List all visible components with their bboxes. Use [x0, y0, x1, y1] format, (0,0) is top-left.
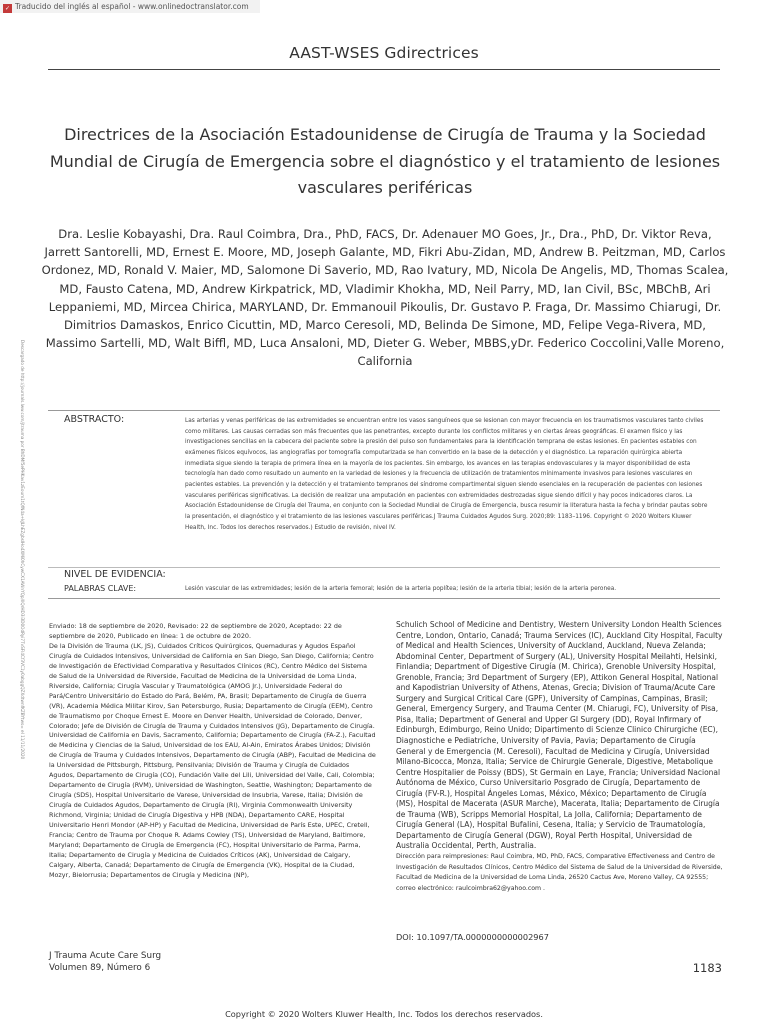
keywords-heading: PALABRAS CLAVE:: [64, 584, 137, 593]
reprints-address: Dirección para reimpresiones: Raul Coimbra, MD, PhD, FACS, Comparative Effectiveness and Centro de Investigación de Resultados Clínicos, Centro Médico del Sistema de Salud de la Universidad de Riverside, Facultad de Medicina de la Universidad de Loma Linda, 26520 Cactus Ave, Moreno Valley, CA 92555; correo electrónico: raulcoimbra62@yahoo.com .: [396, 853, 723, 892]
footer-volume: Volumen 89, Número 6: [49, 962, 151, 973]
journal-section-header: AAST-WSES Gdirectrices: [289, 44, 479, 62]
translator-banner[interactable]: [0, 0, 260, 13]
abstract-body: Las arterias y venas periféricas de las extremidades se encuentran entre los vasos sanguíneos que se lesionan con mayor frecuencia en los traumatismos vasculares tanto civiles como militares. Las causas cerradas son más frecuentes que las penetrantes, excepto durante los conflictos militares y en ciertas áreas geográficas. El examen físico y las investigaciones sencillas en la cabecera del paciente sobre la presión del pulso son fundamentales para la identificación temprana de estas lesiones. En pacientes estables con exámenes físicos equívocos, las angiografías por tomografía computarizada se han convertido en la base de la detección y el diagnóstico. La reparación quirúrgica abierta inmediata sigue siendo la terapia de primera línea en la mayoría de los pacientes. Sin embargo, los avances en las terapias endovasculares y la mayor disponibilidad de esta tecnología han dado como resultado un aumento en la variedad de lesiones y la frecuencia de utilización de tratamientos mínimamente invasivos para lesiones vasculares en pacientes estables. La prevención y la detección y el tratamiento tempranos del síndrome compartimental siguen siendo esenciales en la recuperación de pacientes con lesiones vasculares periféricas significativas. La decisión de realizar una amputación en pacientes con extremidades destrozadas sigue siendo difícil y hay pocos indicadores claros. La Asociación Estadounidense de Cirugía del Trauma, en conjunto con la Sociedad Mundial de Cirugía de Emergencia, busca resumir la literatura hasta la fecha y brindar pautas sobre la presentación, el diagnóstico y el tratamiento de las lesiones vasculares periféricas.J Trauma Cuidados Agudos Surg. 2020;89: 1183–1196. Copyright © 2020 Wolters Kluwer Health, Inc. Todos los derechos reservados.) Estudio de revisión, nivel IV.: [185, 418, 708, 531]
abstract-bottom-divider: [48, 598, 720, 599]
keywords-text: Lesión vascular de las extremidades; lesión de la arteria femoral; lesión de la arteria poplítea; lesión de la arteria tibial; lesión de la arteria peronea.: [185, 586, 617, 592]
author-list: Dra. Leslie Kobayashi, Dra. Raul Coimbra, Dra., PhD, FACS, Dr. Adenauer MO Goes, Jr., Dra., PhD, Dr. Viktor Reva, Jarrett Santorelli, MD, Ernest E. Moore, MD, Joseph Galante, MD, Fikri Abu-Zidan, MD, Andrew B. Peitzman, MD, Carlos Ordonez, MD, Ronald V. Maier, MD, Salomone Di Saverio, MD, Rao Ivatury, MD, Nicola De Angelis, MD, Thomas Scalea, MD, Fausto Catena, MD, Andrew Kirkpatrick, MD, Vladimir Khokha, MD, Neil Parry, MD, Ian Civil, BSc, MBChB, Ari Leppaniemi, MD, Mircea Chirica, MARYLAND, Dr. Emmanouil Pikoulis, Dr. Gustavo P. Fraga, Dr. Massimo Chiarugi, Dr. Dimitrios Damaskos, Enrico Cicuttin, MD, Marco Ceresoli, MD, Belinda De Simone, MD, Felipe Vega-Rivera, MD, Massimo Sartelli, MD, Walt Biffl, MD, Luca Ansaloni, MD, Dieter G. Weber, MBBS,yDr. Federico Coccolini,Valle Moreno, California: [41, 227, 729, 369]
doi-link[interactable]: DOI: 10.1097/TA.0000000000002967: [396, 932, 549, 942]
abstract-top-divider: [48, 410, 720, 411]
footer-journal-info: [49, 951, 161, 974]
abstract-heading: ABSTRACTO:: [64, 414, 125, 425]
translate-icon: ✓: [4, 5, 11, 12]
translator-banner-text[interactable]: Traducido del inglés al español - www.onlinedoctranslator.com: [15, 2, 249, 11]
download-watermark: Descargado de http://journals.lww.com/jtrauma por BhDMf5ePHKav1zEoum1tQfN4a+kJLhEZgbsIHo4XMi0hCywCX1AWnYQp/IlQrHD3i3D0OdRyi7TvSFl4Cf3VC1y0abggQZXdtwnfKZBYtws= el 11/11/2020: [20, 340, 25, 760]
footer-journal-name: J Trauma Acute Care Surg: [49, 951, 162, 961]
submission-dates: Enviado: 18 de septiembre de 2020, Revisado: 22 de septiembre de 2020, Aceptado: 22 de septiembre de 2020, Publicado en línea: 1 de octubre de 2020.: [49, 622, 342, 640]
copyright-notice: Copyright © 2020 Wolters Kluwer Health, Inc. Todos los derechos reservados.: [225, 1009, 543, 1019]
page-number: 1183: [692, 961, 722, 975]
affiliations-right: Schulich School of Medicine and Dentistry, Western University London Health Sciences Centre, London, Ontario, Canadá; Trauma Services (IC), Auckland City Hospital, Faculty of Medical and Health Sciences, University of Auckland, Auckland, Nueva Zelanda; Abdominal Center, Department of Surgery (AL), University Hospital Meilahti, Helsinki, Finlandia; Department of Digestive Cirugía (M. Chirica), Grenoble University Hospital, Grenoble, Francia; 3rd Department of Surgery (EP), Attikon General Hospital, National and Kapodistrian University of Athens, Atenas, Grecia; Division of Trauma/Acute Care Surgery and Surgical Critical Care (GPF), University of Campinas, Campinas, Brasil; General, Emergency Surgery, and Trauma Center (M. Chiarugi, FC), University of Pisa, Pisa, Italia; Department of General and Upper GI Surgery (DD), Royal Infirmary of Edinburgh, Edimburgo, Reino Unido; Dipartimento di Scienze Clinico Chirurgiche (EC), Diagnostiche e Pediatriche, University of Pavia, Pavia; Departamento de Cirugía General y de Emergencia (M. Ceresoli), Facultad de Medicina y Cirugía, Universidad Milano-Bicocca, Monza, Italia; Service de Chirurgie Generale, Digestive, Metabolique Centre Hospitalier de Poissy (BDS), St Germain en Laye, Francia; Universidad Nacional Autónoma de México, Curso Universitario Posgrado de Cirugía, Departamento de Cirugía (FV-R.), Hospital Ángeles Lomas, México, México; Departamento de Cirugía (MS), Hospital de Macerata (ASUR Marche), Macerata, Italia; Departamento de Cirugía de Trauma (WB), Scripps Memorial Hospital, La Jolla, California; Departamento de Cirugía General (LA), Hospital Bufalini, Cesena, Italia; y Servicio de Traumatología, Departamento de Cirugía General (DGW), Royal Perth Hospital, Universidad de Australia Occidental, Perth, Australia.: [396, 620, 723, 851]
evidence-level-heading: NIVEL DE EVIDENCIA:: [64, 569, 166, 580]
abstract-divider: [48, 567, 720, 568]
article-title: Directrices de la Asociación Estadounidense de Cirugía de Trauma y la Sociedad Mundial de Cirugía de Emergencia sobre el diagnóstico y el tratamiento de lesiones vasculares periféricas: [49, 125, 721, 197]
right-column: [396, 620, 726, 894]
affiliations-left: De la División de Trauma (LK, JS), Cuidados Críticos Quirúrgicos, Quemaduras y Agudos Español Cirugía de Cuidados Intensivos, Universidad de California en San Diego, San Diego, California; Centro de Investigación de Efectividad Comparativa y Resultados Clínicos (RC), Centro Médico del Sistema de Salud de la Universidad de Riverside, Facultad de Medicina de la Universidad de Loma Linda, Riverside, California; Cirugía Vascular y Traumatológica (AMOG Jr.), Universidade Federal do Pará/Centro Universitário do Estado do Pará, Belém, PA, Brasil; Departamento de Cirugía de Guerra (VR), Academia Médica Militar Kirov, San Petersburgo, Rusia; Departamento de Cirugía (EEM), Centro de Traumatismo por Choque Ernest E. Moore en Denver Health, Universidad de Colorado, Denver, Colorado; Jefe de División de Cirugía de Trauma y Cuidados Intensivos (JG), Departamento de Cirugía. Universidad de California en Davis, Sacramento, California; Departamento de Cirugía (FA-Z.), Facultad de Medicina y Ciencias de la Salud, Universidad de los EAU, Al-Ain, Emiratos Árabes Unidos; División de Cirugía de Trauma y Cuidados Intensivos, Departamento de Cirugía (ABP), Facultad de Medicina de la Universidad de Pittsburgh, Pittsburg, Pensilvania; División de Trauma y Cirugía de Cuidados Agudos, Departamento de Cirugía (CO), Fundación Valle del Lili, Universidad del Valle, Cali, Colombia; Departamento de Cirugía (RVM), Universidad de Washington, Seattle, Washington; Departamento de Cirugía (SDS), Hospital Universitario de Varese, Universidad de Insubria, Varese, Italia; División de Cirugía de Cuidados Agudos, Departamento de Cirugía (RI), Virginia Commonwealth University Richmond, Virginia; Unidad de Cirugía Digestiva y HPB (NDA), Departamento CARE, Hospital Universitario Henri Mondor (AP-HP) y Facultad de Medicina, Universidad de París Este, UPEC, Cretell, Francia; Centro de Trauma por Choque R. Adams Cowley (TS), Universidad de Maryland, Baltimore, Maryland; Departamento de Cirugía de Emergencia (FC), Hospital Universitario de Parma, Parma, Italia; Departamento de Cirugía y Medicina de Cuidados Críticos (AK), Universidad de Calgary, Calgary, Alberta, Canadá; Departamento de Cirugía de Emergencia (VK), Hospital de la Ciudad, Mozyr, Bielorrusia; Departamentos de Cirugía y Medicina (NP),: [49, 641, 376, 879]
left-column: [49, 622, 376, 881]
header-divider: [48, 69, 720, 70]
